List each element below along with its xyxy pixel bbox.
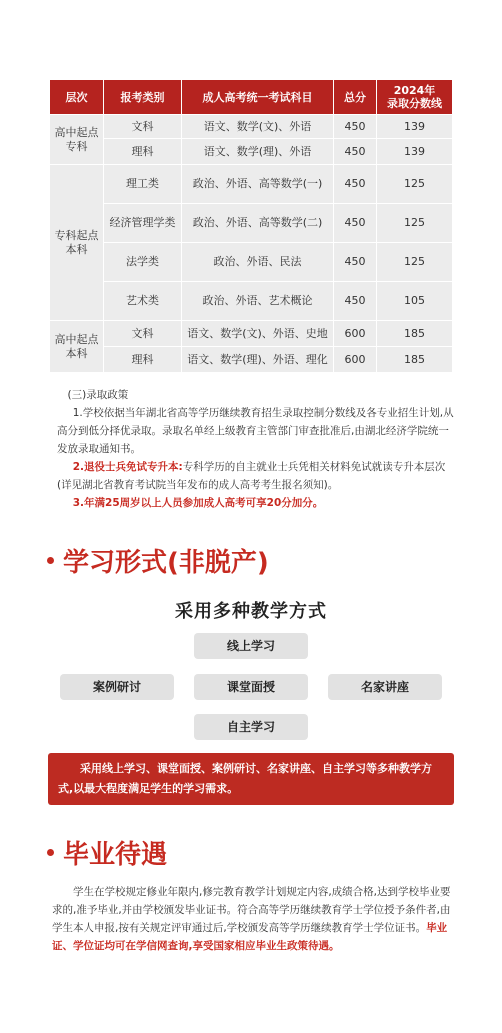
admission-score-table [49, 79, 453, 373]
category-cell: 理工类 [104, 165, 182, 204]
level-cell: 高中起点专科 [50, 115, 104, 165]
total-cell: 450 [334, 282, 377, 321]
table-row [50, 204, 453, 243]
category-cell: 文科 [104, 321, 182, 347]
table-row [50, 165, 453, 204]
graduation-heading [47, 834, 167, 871]
method-expert-lecture: 名家讲座 [328, 674, 442, 700]
teaching-methods-title: 采用多种教学方式 [175, 601, 327, 622]
category-cell: 法学类 [104, 243, 182, 282]
total-cell: 450 [334, 139, 377, 165]
teaching-methods-banner [48, 753, 454, 805]
header-score-label: 录取分数线 [387, 97, 442, 110]
header-score-year: 2024年 [393, 84, 436, 97]
total-cell: 450 [334, 165, 377, 204]
total-cell: 450 [334, 115, 377, 139]
score-cell: 125 [377, 243, 453, 282]
admission-policy-section [57, 386, 457, 512]
level-cell: 专科起点本科 [50, 165, 104, 321]
score-cell: 125 [377, 165, 453, 204]
score-cell: 139 [377, 139, 453, 165]
bullet-dot-icon [47, 849, 54, 856]
study-form-heading [47, 542, 269, 579]
score-cell: 185 [377, 347, 453, 373]
category-cell: 理科 [104, 139, 182, 165]
banner-text: 采用线上学习、课堂面授、案例研讨、名家讲座、自主学习等多种教学方式,以最大程度满足学生的学习需求。 [58, 762, 432, 795]
policy-item-2-text: 专科学历的自主就业士兵凭相关材料免试就读专升本层次(详见湖北省教育考试院当年发布的成人高考考生报名须知)。 [57, 461, 446, 491]
subjects-cell: 语文、数学(文)、外语 [182, 115, 334, 139]
graduation-highlight: 毕业证、学位证均可在学信网查询,享受国家相应毕业生政策待遇。 [52, 922, 448, 952]
method-self-study: 自主学习 [194, 714, 308, 740]
subjects-cell: 语文、数学(理)、外语 [182, 139, 334, 165]
level-cell: 高中起点本科 [50, 321, 104, 373]
method-classroom: 课堂面授 [194, 674, 308, 700]
policy-title: (三)录取政策 [67, 389, 129, 401]
table-row [50, 282, 453, 321]
policy-item-2 [57, 458, 457, 494]
table-row [50, 321, 453, 347]
total-cell: 450 [334, 243, 377, 282]
table-row [50, 243, 453, 282]
subjects-cell: 语文、数学(理)、外语、理化 [182, 347, 334, 373]
policy-item-2-label: 2.退役士兵免试专升本: [72, 461, 183, 473]
subjects-cell: 政治、外语、艺术概论 [182, 282, 334, 321]
category-cell: 艺术类 [104, 282, 182, 321]
score-cell: 105 [377, 282, 453, 321]
category-cell: 理科 [104, 347, 182, 373]
header-category: 报考类别 [104, 80, 182, 115]
category-cell: 文科 [104, 115, 182, 139]
graduation-text: 学生在学校规定修业年限内,修完教育教学计划规定内容,成绩合格,达到学校毕业要求的,准予毕业,并由学校颁发毕业证书。符合高等学历继续教育学士学位授予条件者,由学生本人申报,按有关规定评审通过后,学校颁发高等学历继续教育学士学位证书。 [52, 886, 451, 934]
category-cell: 经济管理学类 [104, 204, 182, 243]
subjects-cell: 语文、数学(文)、外语、史地 [182, 321, 334, 347]
study-form-heading-text: 学习形式(非脱产) [63, 548, 269, 578]
method-online-learning: 线上学习 [194, 633, 308, 659]
subjects-cell: 政治、外语、高等数学(一) [182, 165, 334, 204]
graduation-paragraph [52, 883, 460, 955]
header-score [377, 80, 453, 115]
subjects-cell: 政治、外语、高等数学(二) [182, 204, 334, 243]
score-cell: 139 [377, 115, 453, 139]
policy-item-3: 3.年满25周岁以上人员参加成人高考可享20分加分。 [72, 497, 324, 509]
header-level: 层次 [50, 80, 104, 115]
subjects-cell: 政治、外语、民法 [182, 243, 334, 282]
total-cell: 450 [334, 204, 377, 243]
table-row [50, 139, 453, 165]
total-cell: 600 [334, 347, 377, 373]
table-header-row [50, 80, 453, 115]
score-cell: 125 [377, 204, 453, 243]
method-case-study: 案例研讨 [60, 674, 174, 700]
table-row [50, 347, 453, 373]
bullet-dot-icon [47, 557, 54, 564]
graduation-heading-text: 毕业待遇 [63, 840, 168, 870]
header-total: 总分 [334, 80, 377, 115]
table-row [50, 115, 453, 139]
score-cell: 185 [377, 321, 453, 347]
header-subjects: 成人高考统一考试科目 [182, 80, 334, 115]
policy-item-1: 1.学校依据当年湖北省高等学历继续教育招生录取控制分数线及各专业招生计划,从高分到低分择优录取。录取名单经上级教育主管部门审查批准后,由湖北经济学院统一发放录取通知书。 [57, 407, 454, 455]
total-cell: 600 [334, 321, 377, 347]
